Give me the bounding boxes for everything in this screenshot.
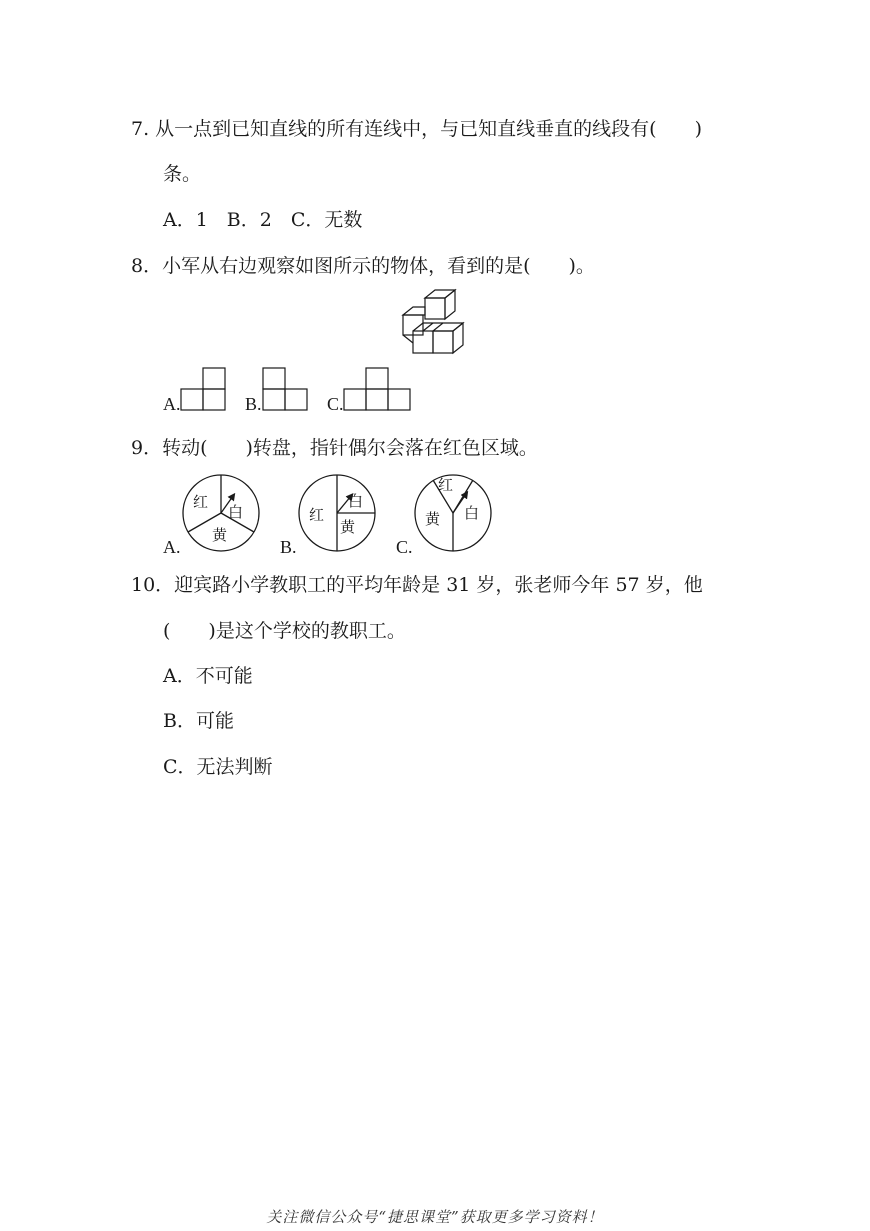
q10-stem-line2: ( )是这个学校的教职工。 — [163, 620, 406, 642]
q9-option-c-label[interactable]: C. — [396, 537, 413, 557]
q9b-white-label: 白 — [348, 492, 364, 510]
q7-options[interactable]: A．1 B．2 C．无数 — [163, 209, 363, 231]
q8-option-a-label[interactable]: A. — [163, 394, 181, 414]
q9c-red-label: 红 — [438, 476, 454, 494]
q9-spinner-c[interactable] — [412, 472, 494, 554]
q9-option-b-label[interactable]: B. — [280, 537, 297, 557]
q9-spinner-b[interactable] — [296, 472, 378, 554]
q9-stem: 9．转动( )转盘，指针偶尔会落在红色区域。 — [131, 437, 538, 459]
q8-option-c-view[interactable] — [343, 366, 413, 412]
q10-option-c[interactable]: C．无法判断 — [163, 756, 273, 778]
footer-promo-text: 关注微信公众号“捷思课堂”获取更多学习资料！ — [266, 1208, 604, 1226]
q10-option-a[interactable]: A．不可能 — [163, 665, 253, 687]
q9c-white-label: 白 — [464, 504, 480, 522]
q9a-red-label: 红 — [193, 493, 209, 511]
q8-option-c-label[interactable]: C. — [327, 394, 344, 414]
q9a-white-label: 白 — [228, 503, 244, 521]
q8-option-a-view[interactable] — [180, 366, 228, 412]
q8-stem: 8．小军从右边观察如图所示的物体，看到的是( )。 — [131, 255, 595, 277]
q8-option-b-label[interactable]: B. — [245, 394, 262, 414]
q9a-yellow-label: 黄 — [212, 526, 228, 544]
q7-stem-line2: 条。 — [163, 163, 202, 185]
q8-cube-figure — [398, 285, 473, 357]
q9b-red-label: 红 — [309, 506, 325, 524]
q8-option-b-view[interactable] — [261, 366, 309, 412]
q9-option-a-label[interactable]: A. — [163, 537, 181, 557]
q10-stem-line1: 10．迎宾路小学教职工的平均年龄是 31 岁，张老师今年 57 岁，他 — [131, 574, 703, 596]
q9-spinner-a[interactable] — [180, 472, 262, 554]
q9c-yellow-label: 黄 — [425, 510, 441, 528]
q10-option-b[interactable]: B．可能 — [163, 710, 234, 732]
q9b-yellow-label: 黄 — [340, 518, 356, 536]
q7-stem-line1: 7. 从一点到已知直线的所有连线中，与已知直线垂直的线段有( ) — [131, 118, 702, 140]
